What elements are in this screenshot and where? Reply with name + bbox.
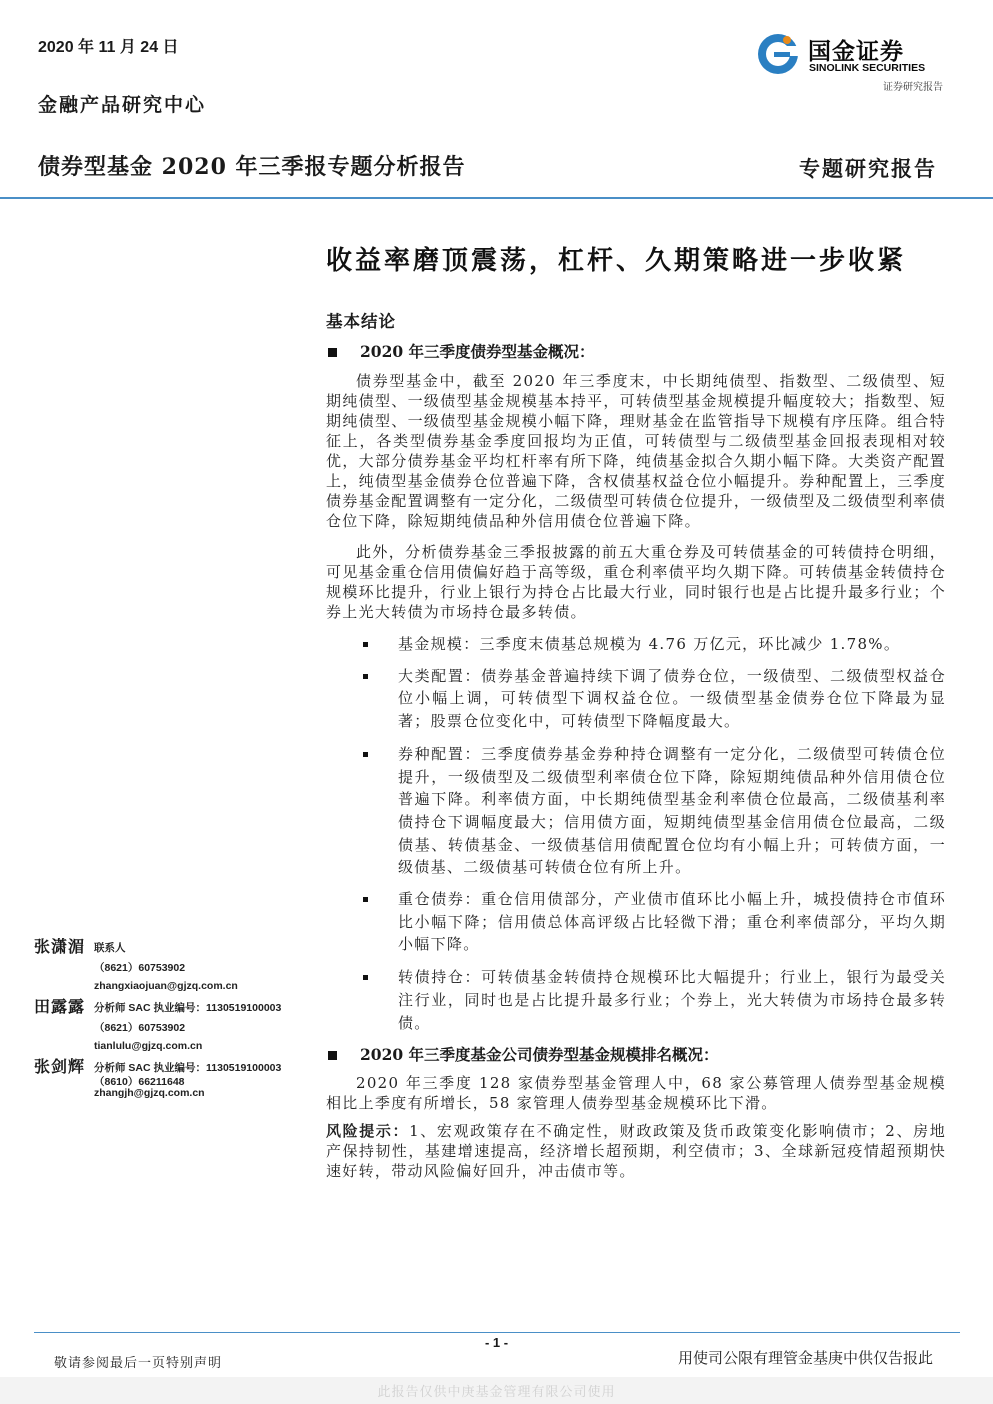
analyst-email[interactable]: tianlulu@gjzq.com.cn [94, 1040, 203, 1052]
logo-subtitle: 证券研究报告 [883, 82, 943, 93]
logo-chinese-name: 国金证券 [808, 39, 904, 65]
risk-text: 1、宏观政策存在不确定性，财政政策及货币政策变化影响债市；2、房地产保持韧性，基建增速提高，经济增长超预期，利空债市；3、全球新冠疫情超预期快速好转，带动风险偏好回升，冲击债市等。 [326, 1122, 946, 1181]
list-item [362, 665, 946, 733]
section1-paragraph-1: 债券型基金中，截至 2020 年三季度末，中长期纯债型、指数型、二级债型、短期纯债型、一级债型基金规模基本持平，可转债型基金规模提升幅度较大；指数型、短期纯债型、一级债型基金规模小幅下降，理财基金在监管指导下规模有序压降。组合特征上，各类型债券基金季度回报均为正值，可转债型与二级债型基金回报表现相对较优，大部分债券基金平均杠杆率有所下降，纯债基金拟合久期小幅下降。大类资产配置上，纯债型基金债券仓位普遍下降，含权债基权益仓位小幅提升。券种配置上，三季度债券基金配置调整有一定分化，二级债型可转债仓位提升，一级债型及二级债型利率债仓位下降，除短期纯债品种外信用债仓位普遍下降。 [326, 372, 946, 530]
list-item-text: 重仓债券：重仓信用债部分，产业债市值环比小幅上升，城投债持仓市值环比小幅下降；信用债总体高评级占比轻微下滑；重仓利率债部分，平均久期小幅下降。 [398, 890, 946, 954]
list-item [362, 743, 946, 879]
analyst-name: 张潇湄 [34, 937, 86, 956]
analyst-email[interactable]: zhangxiaojuan@gjzq.com.cn [94, 980, 238, 992]
list-item [362, 888, 946, 956]
section2-paragraph: 2020 年三季度 128 家债券型基金管理人中，68 家公募管理人债券型基金规模相比上季度有所增长，58 家管理人债券型基金规模环比下滑。 [326, 1074, 946, 1113]
logo-english-name: SINOLINK SECURITIES [809, 62, 926, 74]
disclaimer-notice: 敬请参阅最后一页特别声明 [54, 1356, 223, 1371]
header-divider [0, 197, 993, 199]
bullet-icon [363, 975, 368, 980]
footer-license-text: 用使司公限有理管金基庚中供仅告报此 [677, 1349, 933, 1367]
department-name: 金融产品研究中心 [38, 94, 207, 116]
section1-item-list [362, 633, 946, 1034]
footer-divider [34, 1332, 960, 1333]
section1-heading-text: 2020 年三季度债券型基金概况： [360, 342, 595, 361]
analyst-email[interactable]: zhangjh@gjzq.com.cn [94, 1087, 205, 1099]
list-item [362, 633, 946, 656]
report-type: 专题研究报告 [799, 156, 937, 181]
risk-warning [326, 1121, 946, 1181]
analyst-phone: （8621）60753902 [94, 962, 186, 974]
analyst-name: 张剑辉 [34, 1057, 86, 1076]
square-bullet-icon [328, 1051, 337, 1060]
square-bullet-icon [328, 348, 337, 357]
report-title: 债券型基金 2020 年三季报专题分析报告 [38, 154, 466, 180]
section-label: 基本结论 [326, 312, 396, 331]
page-number: - 1 - [484, 1335, 509, 1350]
section1-heading [326, 340, 946, 364]
main-content [326, 340, 946, 1181]
bullet-icon [363, 642, 368, 647]
report-date: 2020 年 11 月 24 日 [38, 39, 179, 56]
list-item-text: 转债持仓：可转债基金转债持仓规模环比大幅提升；行业上，银行为最受关注行业，同时也是占比提升最多行业；个券上，光大转债为市场持仓最多转债。 [398, 968, 946, 1032]
section1-paragraph-2: 此外，分析债券基金三季报披露的前五大重仓券及可转债基金的可转债持仓明细，可见基金重仓信用债偏好趋于高等级，重仓利率债平均久期下降。可转债基金转债持仓规模环比提升，行业上银行为持仓占比最大行业，同时银行也是占比提升最多行业；个券上光大转债为市场持仓最多转债。 [326, 543, 946, 621]
risk-label: 风险提示： [326, 1122, 410, 1141]
analyst-role: 分析师 SAC 执业编号：1130519100003 [94, 1002, 282, 1014]
analyst-name: 田露露 [34, 997, 86, 1016]
main-headline: 收益率磨顶震荡，杠杆、久期策略进一步收紧 [326, 246, 907, 276]
analyst-phone: （8610）66211648 [94, 1076, 185, 1088]
analyst-role: 分析师 SAC 执业编号：1130519100003 [94, 1062, 282, 1074]
logo-icon [756, 32, 800, 76]
list-item [362, 966, 946, 1034]
bullet-icon [363, 674, 368, 679]
analyst-phone: （8621）60753902 [94, 1022, 186, 1034]
company-logo [756, 32, 948, 80]
list-item-text: 基金规模：三季度末债基总规模为 4.76 万亿元，环比减少 1.78%。 [398, 635, 901, 653]
bullet-icon [363, 897, 368, 902]
analyst-role: 联系人 [94, 942, 126, 954]
section2-heading-text: 2020 年三季度基金公司债券型基金规模排名概况： [360, 1045, 719, 1065]
list-item-text: 券种配置：三季度债券基金券种持仓调整有一定分化，二级债型可转债仓位提升，一级债型及二级债型利率债仓位下降，除短期纯债品种外信用债仓位普遍下降。利率债方面，中长期纯债型基金利率债仓位最高，二级债基利率债持仓下调幅度最大；信用债方面，短期纯债型基金信用债仓位最高，二级债基、转债基金、一级债基信用债配置仓位均有小幅上升；可转债方面，一级债基、二级债基可转债仓位有所上升。 [398, 744, 946, 877]
watermark-text: 此报告仅供中庚基金管理有限公司使用 [377, 1385, 616, 1400]
bullet-icon [363, 752, 368, 757]
list-item-text: 大类配置：债券基金普遍持续下调了债券仓位，一级债型、二级债型权益仓位小幅上调，可转债型下调权益仓位。一级债型基金债券仓位下降最为显著；股票仓位变化中，可转债型下降幅度最大。 [398, 666, 946, 731]
section2-heading [326, 1043, 946, 1067]
